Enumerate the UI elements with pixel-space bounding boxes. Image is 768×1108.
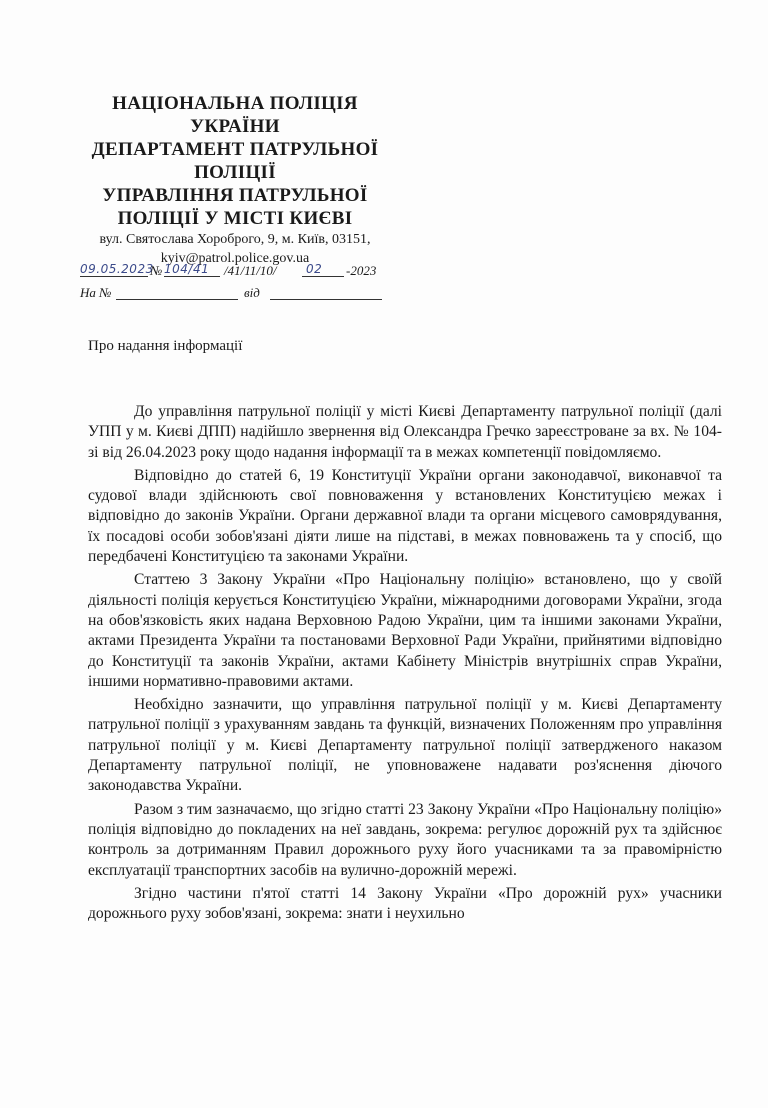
paragraph-3: Статтею 3 Закону України «Про Національну поліцію» встановлено, що у своїй діяльності поліція керується Конституцією України, міжнародними договорами України, згода на обов'язковість яких надана Верховною Радою України, цим та іншими законами України, актами Президента України та постановами Верховної Ради України, прийнятими відповідно до Конституції та законів України, актами Кабінету Міністрів внутрішніх справ України, іншими нормативно-правовими актами. bbox=[88, 571, 722, 690]
date-underline bbox=[80, 276, 148, 277]
address-line: вул. Святослава Хороброго, 9, м. Київ, 03151, bbox=[99, 232, 371, 247]
number2-underline bbox=[302, 276, 344, 277]
email-line: kyiv@patrol.police.gov.ua bbox=[160, 251, 310, 266]
org-line-6: ПОЛІЦІЇ У МІСТІ КИЄВІ bbox=[117, 208, 353, 229]
reply-number-label: На № bbox=[80, 285, 112, 300]
number-sign: № bbox=[150, 263, 163, 278]
letter-subject: Про надання інформації bbox=[88, 338, 243, 354]
reply-reference-line bbox=[80, 284, 400, 304]
paragraph-2: Відповідно до статей 6, 19 Конституції України органи законодавчої, виконавчої та судової влади здійснюють свої повноваження у встановлених Конституцією межах і відповідно до законів України. Органи державної влади та органи місцевого самоврядування, їх посадові особи зобов'язані діяти лише на підставі, в межах повноважень та у спосіб, що передбачені Конституцією та законами України. bbox=[88, 466, 722, 566]
paragraph-5: Разом з тим зазначаємо, що згідно статті 23 Закону України «Про Національну поліцію» поліція відповідно до покладених на неї завдань, зокрема: регулює дорожній рух та здійснює контроль за дотриманням Правил дорожнього руху його учасниками та за правомірністю експлуатації транспортних засобів на вулично-дорожній мережі. bbox=[88, 800, 722, 879]
number-underline bbox=[164, 276, 220, 277]
registration-number-mid: /41/11/10/ bbox=[224, 263, 277, 278]
registration-number-2: 02 bbox=[306, 262, 323, 276]
reply-date-blank bbox=[270, 299, 382, 300]
registration-year: -2023 bbox=[346, 263, 377, 278]
org-line-3: ДЕПАРТАМЕНТ ПАТРУЛЬНОЇ bbox=[91, 139, 379, 160]
registration-line bbox=[80, 262, 400, 282]
reply-from-label: від bbox=[244, 285, 260, 300]
org-line-5: УПРАВЛІННЯ ПАТРУЛЬНОЇ bbox=[102, 185, 368, 206]
letterhead bbox=[70, 92, 400, 268]
registration-date: 09.05.2023 bbox=[80, 262, 154, 276]
registration-number: 104/41 bbox=[164, 262, 210, 276]
reply-number-blank bbox=[116, 299, 238, 300]
org-line-4: ПОЛІЦІЇ bbox=[194, 162, 276, 183]
paragraph-6: Згідно частини п'ятої статті 14 Закону України «Про дорожній рух» учасники дорожнього руху зобов'язані, зокрема: знати і неухильно bbox=[88, 884, 722, 923]
letter-body bbox=[88, 402, 722, 924]
paragraph-4: Необхідно зазначити, що управління патрульної поліції у м. Києві Департаменту патрульної поліції з урахуванням завдань та функцій, визначених Положенням про управління патрульної поліції у м. Києві Департаменту патрульної поліції затвердженого наказом Департаменту патрульної поліції, не уповноважене надавати роз'яснення діючого законодавства України. bbox=[88, 696, 722, 795]
org-line-1: НАЦІОНАЛЬНА ПОЛІЦІЯ bbox=[112, 93, 358, 114]
paragraph-1: До управління патрульної поліції у місті Києві Департаменту патрульної поліції (далі УПП у м. Києві ДПП) надійшло звернення від Олександра Гречко зареєстроване за вх. № 104-зі від 26.04.2023 року щодо надання інформації та в межах компетенції повідомляємо. bbox=[88, 403, 722, 461]
org-line-2: УКРАЇНИ bbox=[190, 116, 280, 137]
